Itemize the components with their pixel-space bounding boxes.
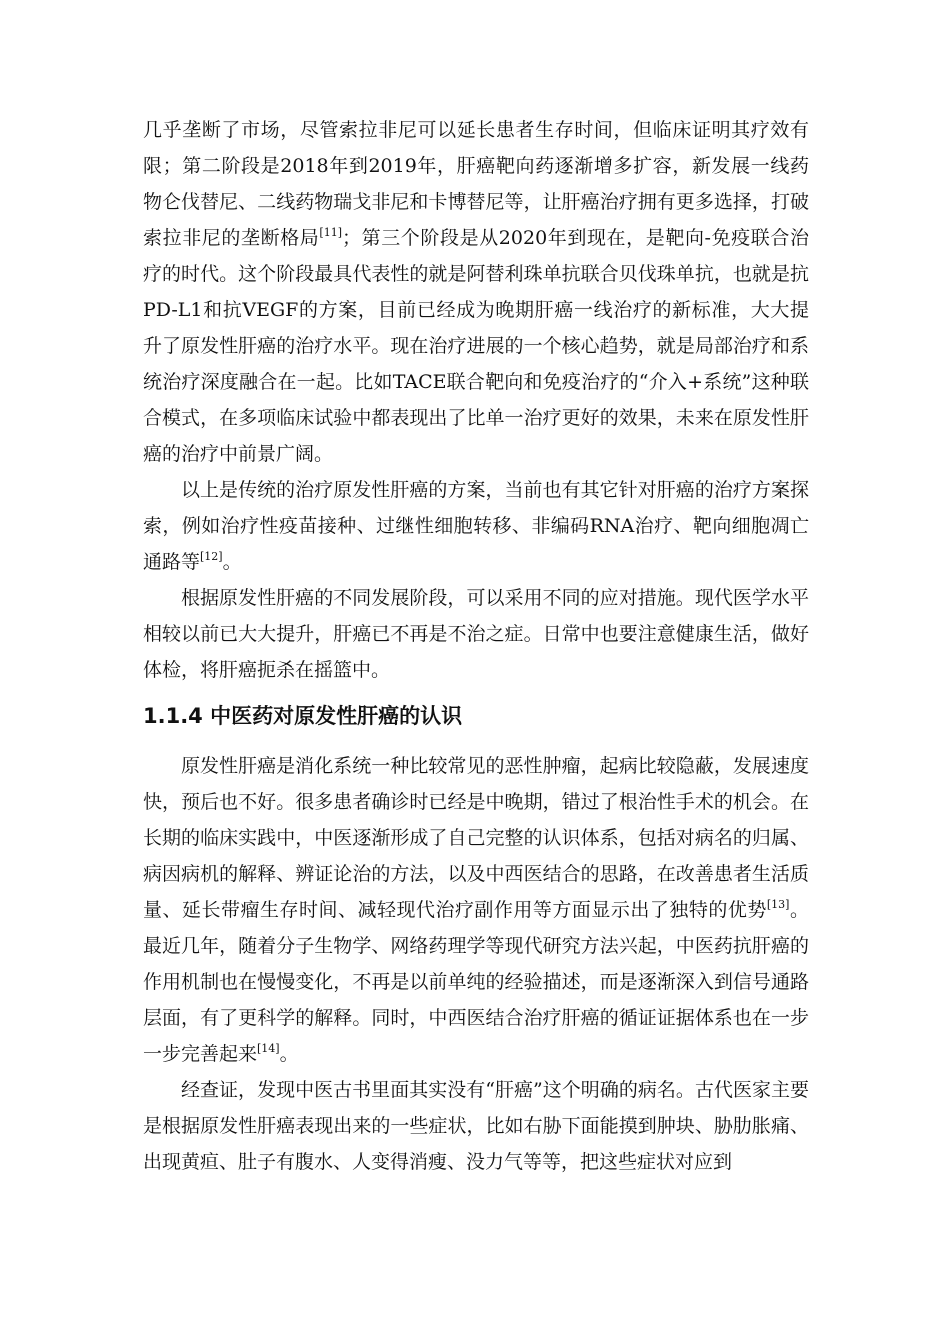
paragraph-ancient-texts: [143, 1072, 809, 1180]
paragraph-text: ；第三个阶段是从2020年到现在，是靶向-免疫联合治疗的时代。这个阶段最具代表性的就是阿替利珠单抗联合贝伐珠单抗，也就是抗PD-L1和抗VEGF的方案，目前已经成为晚期肝癌一线治疗的新标准，大大提升了原发性肝癌的治疗水平。现在治疗进展的一个核心趋势，就是局部治疗和系统治疗深度融合在一起。比如TACE联合靶向和免疫治疗的“介入+系统”这种联合模式，在多项临床试验中都表现出了比单一治疗更好的效果，未来在原发性肝癌的治疗中前景广阔。: [143, 227, 809, 465]
paragraph-other-therapies: [143, 472, 809, 580]
paragraph-text: 。最近几年，随着分子生物学、网络药理学等现代研究方法兴起，中医药抗肝癌的作用机制也在慢慢变化，不再是以前单纯的经验描述，而是逐渐深入到信号通路层面，有了更科学的解释。同时，中西医结合治疗肝癌的循证证据体系也在一步一步完善起来: [143, 899, 809, 1065]
paragraph-treatment-stages: [143, 112, 809, 472]
citation-ref-11: [11]: [319, 226, 342, 239]
paragraph-text: 根据原发性肝癌的不同发展阶段，可以采用不同的应对措施。现代医学水平相较以前已大大提升，肝癌已不再是不治之症。日常中也要注意健康生活，做好体检，将肝癌扼杀在摇篮中。: [143, 587, 809, 681]
citation-ref-14: [14]: [257, 1042, 280, 1055]
paragraph-tcm-overview: [143, 748, 809, 1072]
page-body: [143, 112, 809, 1180]
paragraph-text: 几乎垄断了市场，尽管索拉非尼可以延长患者生存时间，但临床证明其疗效有限；第二阶段是2018年到2019年，肝癌靶向药逐渐增多扩容，新发展一线药物仑伐替尼、二线药物瑞戈非尼和卡博替尼等，让肝癌治疗拥有更多选择，打破索拉非尼的垄断格局: [143, 119, 809, 249]
paragraph-text: 经查证，发现中医古书里面其实没有“肝癌”这个明确的病名。古代医家主要是根据原发性肝癌表现出来的一些症状，比如右胁下面能摸到肿块、胁肋胀痛、出现黄疸、肚子有腹水、人变得消瘦、没力气等等，把这些症状对应到: [143, 1079, 809, 1173]
paragraph-text: 。: [279, 1043, 299, 1065]
citation-ref-13: [13]: [766, 898, 790, 911]
section-heading: 1.1.4 中医药对原发性肝癌的认识: [143, 704, 463, 728]
paragraph-stage-measures: [143, 580, 809, 688]
paragraph-text: 原发性肝癌是消化系统一种比较常见的恶性肿瘤，起病比较隐蔽，发展速度快，预后也不好。很多患者确诊时已经是中晚期，错过了根治性手术的机会。在长期的临床实践中，中医逐渐形成了自己完整的认识体系，包括对病名的归属、病因病机的解释、辨证论治的方法，以及中西医结合的思路，在改善患者生活质量、延长带瘤生存时间、减轻现代治疗副作用等方面显示出了独特的优势: [143, 755, 809, 921]
citation-ref-12: [12]: [200, 550, 223, 563]
paragraph-text: 。: [222, 551, 242, 573]
paragraph-text: 以上是传统的治疗原发性肝癌的方案，当前也有其它针对肝癌的治疗方案探索，例如治疗性疫苗接种、过继性细胞转移、非编码RNA治疗、靶向细胞凋亡通路等: [143, 479, 809, 573]
